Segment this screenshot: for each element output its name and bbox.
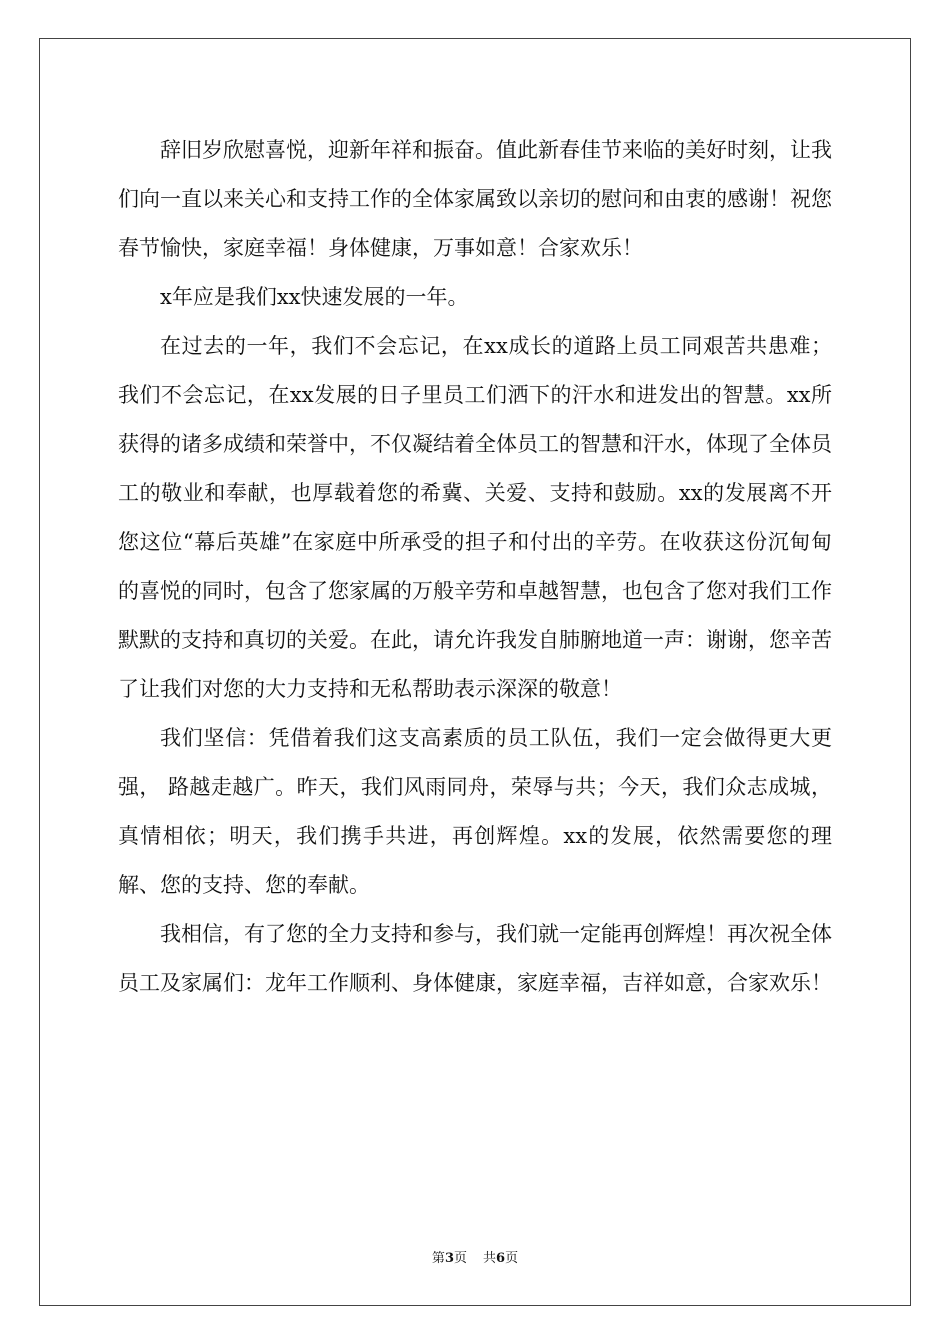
page-prefix: 第 [431, 1251, 445, 1266]
page-total: 6 [496, 1251, 506, 1266]
total-suffix: 页 [505, 1251, 519, 1266]
paragraph-past-year: 在过去的一年，我们不会忘记，在xx成长的道路上员工同艰苦共患难；我们不会忘记，在xx发展的日子里员工们洒下的汗水和进发出的智慧。xx所获得的诸多成绩和荣誉中，不仅凝结着全体员工的智慧和汗水，体现了全体员工的敬业和奉献，也厚载着您的希冀、关爱、支持和鼓励。xx的发展离不开您这位“幕后英雄”在家庭中所承受的担子和付出的辛劳。在收获这份沉甸甸的喜悦的同时，包含了您家属的万般辛劳和卓越智慧，也包含了您对我们工作默默的支持和真切的关爱。在此，请允许我发自肺腑地道一声：谢谢，您辛苦了让我们对您的大力支持和无私帮助表示深深的敬意！ [118, 334, 832, 701]
paragraph-belief: 我们坚信：凭借着我们这支高素质的员工队伍，我们一定会做得更大更强， 路越走越广。昨天，我们风雨同舟，荣辱与共；今天，我们众志成城，真情相依；明天，我们携手共进，再创辉煌。xx的发展，依然需要您的理解、您的支持、您的奉献。 [118, 726, 832, 897]
paragraph-closing: 我相信，有了您的全力支持和参与，我们就一定能再创辉煌！再次祝全体员工及家属们：龙年工作顺利、身体健康，家庭幸福，吉祥如意，合家欢乐！ [118, 922, 832, 995]
document-body [118, 126, 832, 1008]
paragraph-year: x年应是我们xx快速发展的一年。 [160, 285, 469, 309]
page-current: 3 [444, 1251, 454, 1266]
page-footer [0, 1247, 950, 1266]
page-suffix: 页 [453, 1251, 467, 1266]
paragraph-greeting: 辞旧岁欣慰喜悦，迎新年祥和振奋。值此新春佳节来临的美好时刻，让我们向一直以来关心和支持工作的全体家属致以亲切的慰问和由衷的感谢！祝您春节愉快，家庭幸福！身体健康，万事如意！合家欢乐！ [118, 138, 832, 260]
total-prefix: 共 [483, 1251, 497, 1266]
